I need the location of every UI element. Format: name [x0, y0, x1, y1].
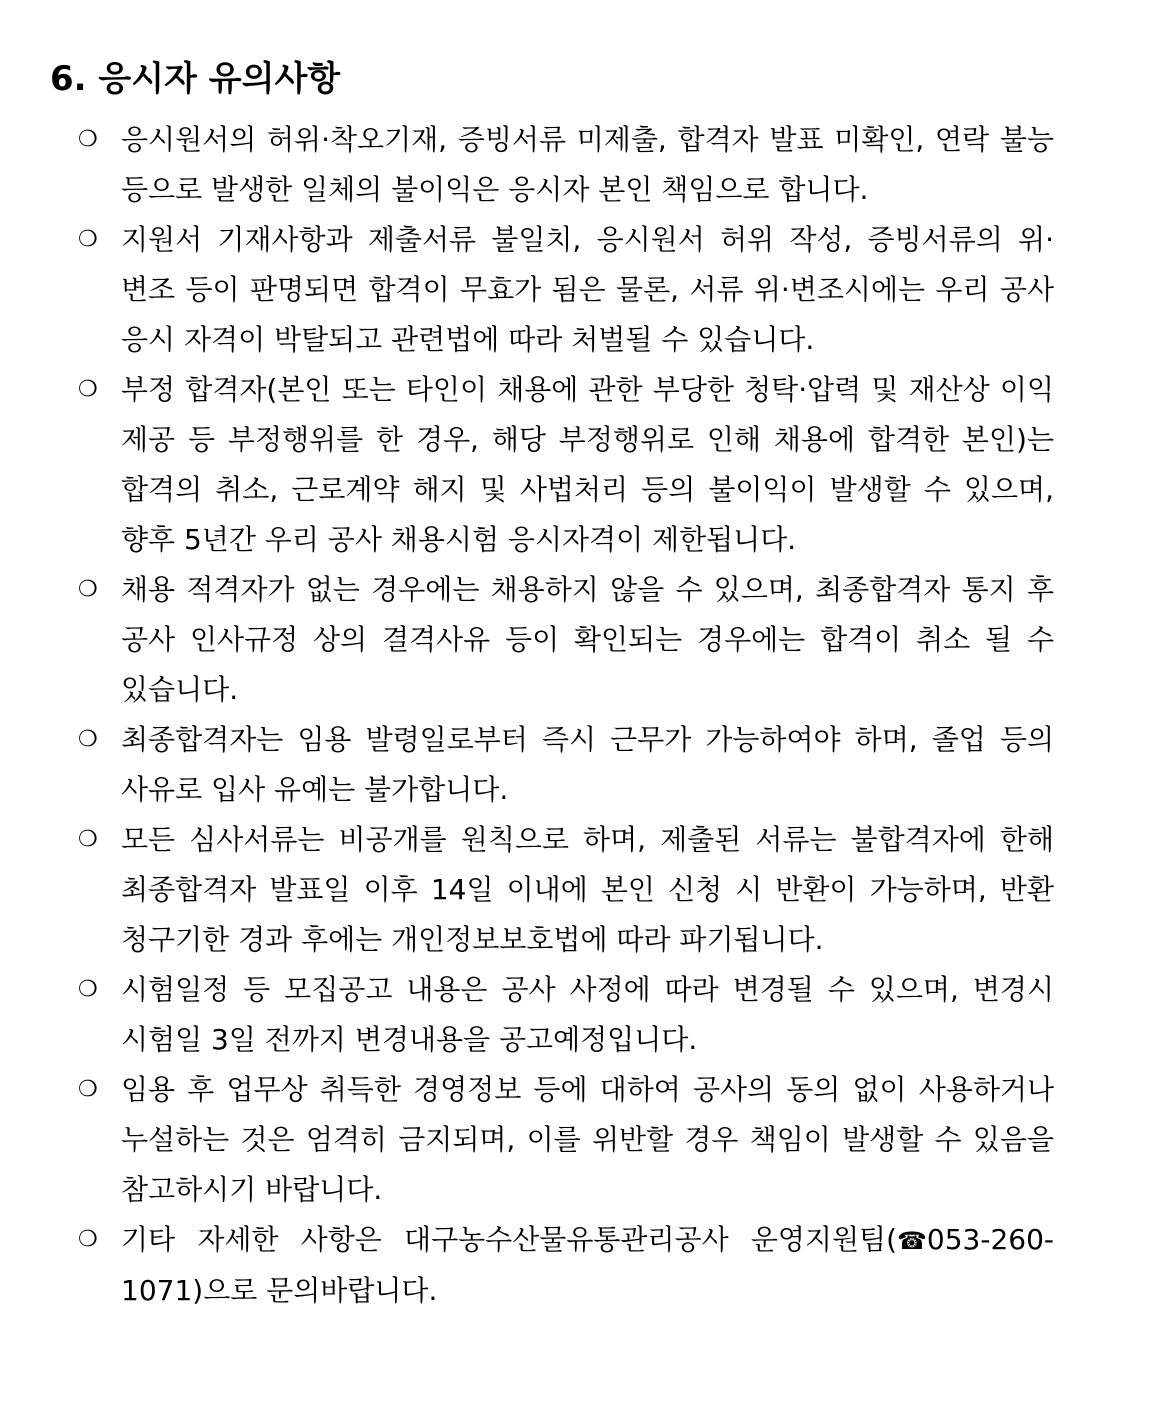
bullet-icon: ❍	[78, 827, 98, 852]
notice-text: 최종합격자는 임용 발령일로부터 즉시 근무가 가능하여야 하며, 졸업 등의 사유로 입사 유예는 불가합니다.	[121, 723, 1054, 806]
bullet-icon: ❍	[78, 977, 98, 1002]
notice-item-2	[78, 215, 1054, 365]
bullet-icon: ❍	[78, 377, 98, 402]
notice-item-3	[78, 365, 1054, 565]
notice-item-4	[78, 565, 1054, 715]
notice-item-8	[78, 1065, 1054, 1215]
notice-item-5	[78, 715, 1054, 815]
bullet-icon: ❍	[78, 1227, 98, 1252]
notice-text: 부정 합격자(본인 또는 타인이 채용에 관한 부당한 청탁·압력 및 재산상 이익 제공 등 부정행위를 한 경우, 해당 부정행위로 인해 채용에 합격한 본인)는 합격의 취소, 근로계약 해지 및 사법처리 등의 불이익이 발생할 수 있으며, 향후 5년간 우리 공사 채용시험 응시자격이 제한됩니다.	[121, 373, 1054, 556]
notice-text	[121, 1215, 1054, 1316]
bullet-icon: ❍	[78, 227, 98, 252]
section-title: 6. 응시자 유의사항	[50, 59, 341, 99]
notice-text: 채용 적격자가 없는 경우에는 채용하지 않을 수 있으며, 최종합격자 통지 후 공사 인사규정 상의 결격사유 등이 확인되는 경우에는 합격이 취소 될 수 있습니다.	[121, 573, 1054, 706]
notice-item-1	[78, 115, 1054, 215]
phone-number: 053-260-1071	[121, 1223, 1054, 1307]
notice-item-9	[78, 1215, 1054, 1316]
bullet-icon: ❍	[78, 727, 98, 752]
bullet-icon: ❍	[78, 127, 98, 152]
bullet-icon: ❍	[78, 1077, 98, 1102]
notice-text: 응시원서의 허위·착오기재, 증빙서류 미제출, 합격자 발표 미확인, 연락 불능 등으로 발생한 일체의 불이익은 응시자 본인 책임으로 합니다.	[121, 123, 1054, 206]
bullet-icon: ❍	[78, 577, 98, 602]
notice-item-7	[78, 965, 1054, 1065]
phone-icon: ☎	[897, 1227, 927, 1255]
notice-text: 시험일정 등 모집공고 내용은 공사 사정에 따라 변경될 수 있으며, 변경시 시험일 3일 전까지 변경내용을 공고예정입니다.	[121, 973, 1054, 1056]
notice-text: 모든 심사서류는 비공개를 원칙으로 하며, 제출된 서류는 불합격자에 한해 최종합격자 발표일 이후 14일 이내에 본인 신청 시 반환이 가능하며, 반환 청구기한 경과 후에는 개인정보보호법에 따라 파기됩니다.	[121, 823, 1054, 956]
contact-text-after: )으로 문의바랍니다.	[192, 1274, 438, 1307]
notice-text: 임용 후 업무상 취득한 경영정보 등에 대하여 공사의 동의 없이 사용하거나 누설하는 것은 엄격히 금지되며, 이를 위반할 경우 책임이 발생할 수 있음을 참고하시기 바랍니다.	[121, 1073, 1054, 1206]
notice-text: 지원서 기재사항과 제출서류 불일치, 응시원서 허위 작성, 증빙서류의 위·변조 등이 판명되면 합격이 무효가 됨은 물론, 서류 위·변조시에는 우리 공사 응시 자격이 박탈되고 관련법에 따라 처벌될 수 있습니다.	[121, 223, 1054, 356]
contact-text-before: 기타 자세한 사항은 대구농수산물유통관리공사 운영지원팀(	[121, 1223, 897, 1256]
notice-item-6	[78, 815, 1054, 965]
